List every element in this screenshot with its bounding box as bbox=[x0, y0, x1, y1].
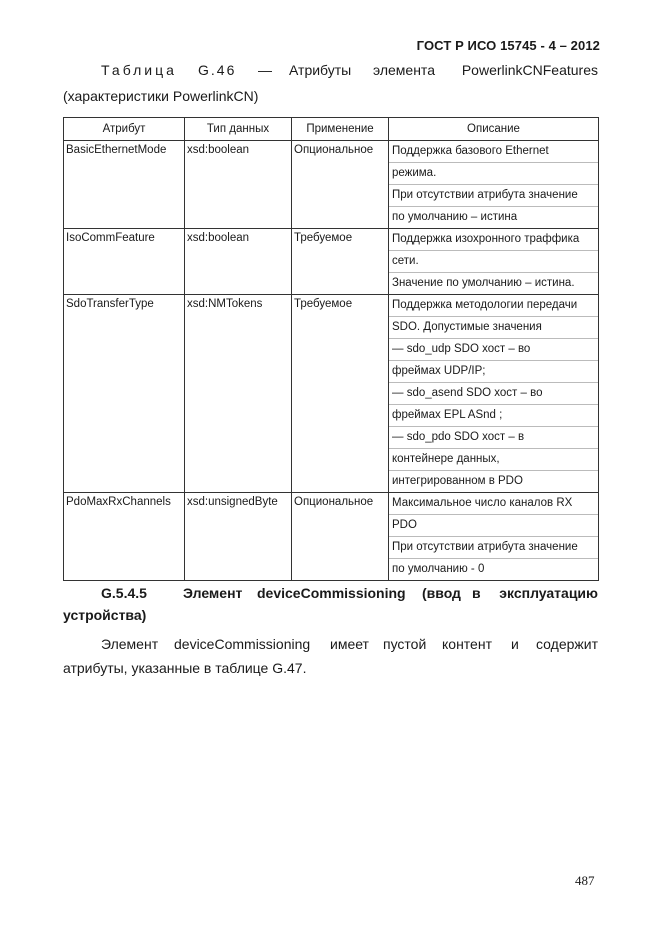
paragraph-word: Элемент bbox=[101, 636, 159, 652]
description-line: PDO bbox=[389, 515, 598, 537]
caption-dash: — bbox=[258, 62, 272, 78]
cell-description bbox=[389, 229, 599, 295]
table-row bbox=[64, 295, 599, 493]
description-line: фреймах UDP/IP; bbox=[389, 361, 598, 383]
description-line: При отсутствии атрибута значение bbox=[389, 537, 598, 559]
caption-element-name: PowerlinkCNFeatures bbox=[461, 62, 598, 78]
cell-attribute: BasicEthernetMode bbox=[64, 141, 185, 229]
standard-header: ГОСТ Р ИСО 15745 - 4 – 2012 bbox=[416, 38, 600, 53]
cell-type: xsd:unsignedByte bbox=[185, 493, 292, 581]
subsection-word: deviceCommissioning bbox=[257, 585, 406, 601]
cell-type: xsd:NMTokens bbox=[185, 295, 292, 493]
cell-attribute: PdoMaxRxChannels bbox=[64, 493, 185, 581]
description-line: контейнере данных, bbox=[389, 449, 598, 471]
cell-description bbox=[389, 295, 599, 493]
description-line: При отсутствии атрибута значение bbox=[389, 185, 598, 207]
cell-usage: Требуемое bbox=[292, 295, 389, 493]
cell-type: xsd:boolean bbox=[185, 141, 292, 229]
paragraph-word: содержит bbox=[536, 636, 598, 652]
paragraph-word: контент bbox=[442, 636, 492, 652]
description-line: режима. bbox=[389, 163, 598, 185]
caption-table-number: G.46 bbox=[198, 62, 237, 78]
description-line: по умолчанию – истина bbox=[392, 211, 518, 223]
body-paragraph bbox=[63, 632, 598, 680]
table-caption-line2: (характеристики PowerlinkCN) bbox=[63, 88, 259, 104]
subsection-number: G.5.4.5 bbox=[101, 585, 147, 601]
paragraph-line2: атрибуты, указанные в таблице G.47. bbox=[63, 660, 307, 676]
cell-description bbox=[389, 493, 599, 581]
table-row bbox=[64, 229, 599, 295]
column-header: Атрибут bbox=[64, 118, 185, 141]
subsection-word: в bbox=[472, 585, 481, 601]
cell-type: xsd:boolean bbox=[185, 229, 292, 295]
description-line: Значение по умолчанию – истина. bbox=[392, 277, 575, 289]
subsection-word: Элемент bbox=[183, 585, 243, 601]
cell-usage: Опциональное bbox=[292, 141, 389, 229]
description-line: фреймах EPL ASnd ; bbox=[389, 405, 598, 427]
caption-word-element: элемента bbox=[373, 62, 435, 78]
caption-word-attributes: Атрибуты bbox=[289, 62, 352, 78]
paragraph-word: и bbox=[511, 636, 519, 652]
attributes-table bbox=[63, 117, 599, 581]
cell-usage: Требуемое bbox=[292, 229, 389, 295]
subsection-heading-line2: устройства) bbox=[63, 607, 147, 623]
table-row bbox=[64, 141, 599, 229]
table-caption bbox=[63, 62, 598, 80]
table-row bbox=[64, 493, 599, 581]
description-line: — sdo_asend SDO хост – во bbox=[389, 383, 598, 405]
cell-attribute: IsoCommFeature bbox=[64, 229, 185, 295]
table-header-row bbox=[64, 118, 599, 141]
paragraph-word: имеет bbox=[330, 636, 369, 652]
paragraph-word: deviceCommissioning bbox=[174, 636, 311, 652]
column-header: Описание bbox=[389, 118, 599, 141]
cell-usage: Опциональное bbox=[292, 493, 389, 581]
description-line: — sdo_pdo SDO хост – в bbox=[389, 427, 598, 449]
subsection-heading bbox=[63, 582, 598, 626]
description-line: сети. bbox=[389, 251, 598, 273]
cell-attribute: SdoTransferType bbox=[64, 295, 185, 493]
paragraph-word: пустой bbox=[383, 636, 427, 652]
description-line: Поддержка изохронного траффика bbox=[389, 229, 598, 251]
description-line: Поддержка базового Ethernet bbox=[389, 141, 598, 163]
cell-description bbox=[389, 141, 599, 229]
description-line: Поддержка методологии передачи bbox=[389, 295, 598, 317]
caption-word-table: Таблица bbox=[101, 62, 177, 78]
description-line: Максимальное число каналов RX bbox=[389, 493, 598, 515]
column-header: Тип данных bbox=[185, 118, 292, 141]
description-line: по умолчанию - 0 bbox=[392, 563, 485, 575]
subsection-word: (ввод bbox=[422, 585, 461, 601]
description-line: интегрированном в PDO bbox=[392, 475, 523, 487]
description-line: — sdo_udp SDO хост – во bbox=[389, 339, 598, 361]
column-header: Применение bbox=[292, 118, 389, 141]
page-number: 487 bbox=[575, 873, 595, 888]
description-line: SDO. Допустимые значения bbox=[389, 317, 598, 339]
subsection-word: эксплуатацию bbox=[499, 585, 598, 601]
